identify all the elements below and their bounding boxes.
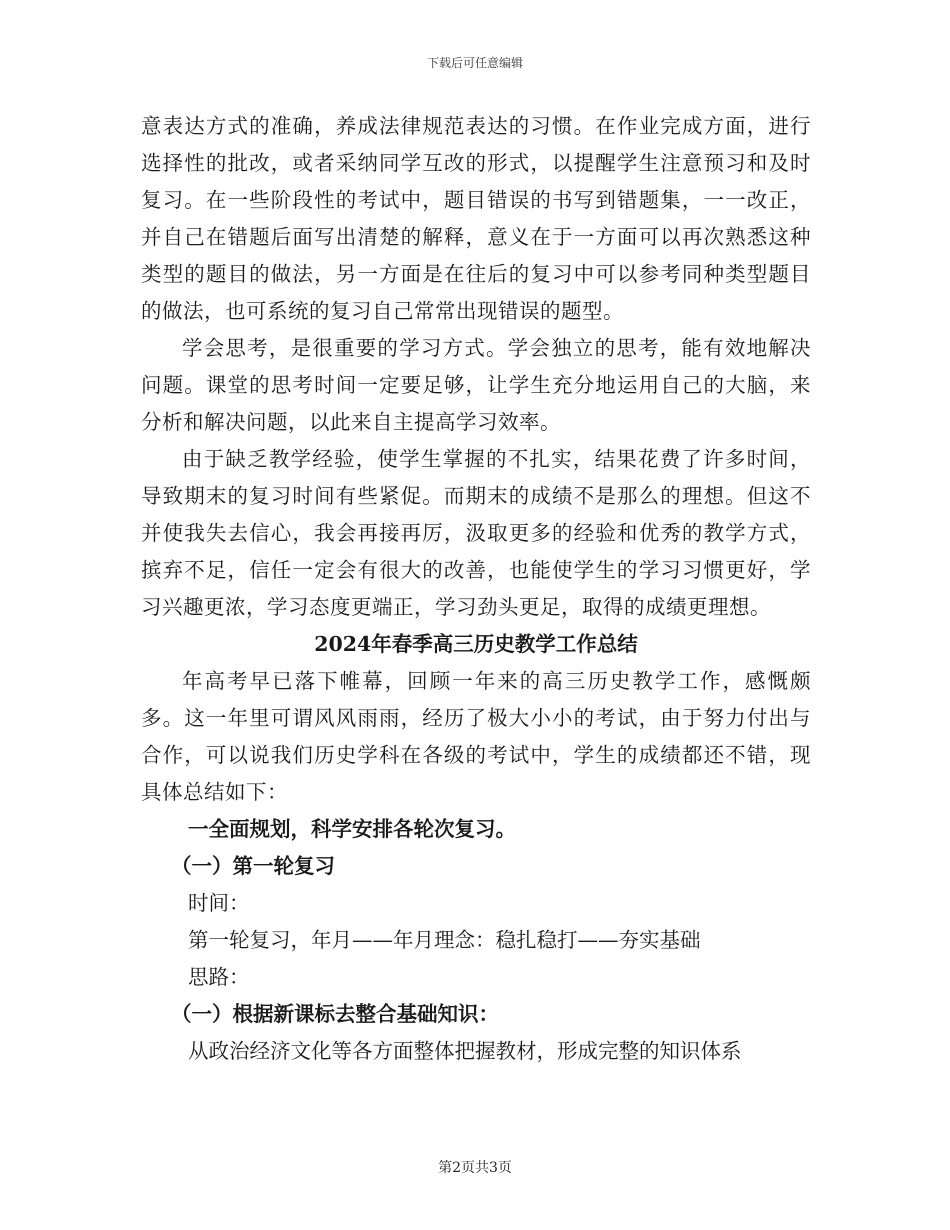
- time-text: 第一轮复习，年月——年月理念：稳扎稳打——夯实基础: [188, 928, 701, 952]
- page-header: 下载后可任意编辑: [426, 56, 523, 70]
- paragraph-last-line: 从政治经济文化等各方面整体把握教材，形成完整的知识体系: [188, 1039, 742, 1063]
- document-title: 2024年春季高三历史教学工作总结: [314, 632, 638, 656]
- paragraph-continuation: 意表达方式的准确，养成法律规范表达的习惯。在作业完成方面，进行选择性的批改，或者采纳同学互改的形式，以提醒学生注意预习和及时复习。在一些阶段性的考试中，题目错误的书写到错题集，一一改正，并自己在错题后面写出清楚的解释，意义在于一方面可以再次熟悉这种类型的题目的做法，另一方面是在往后的复习中可以参考同种类型题目的做法，也可系统的复习自己常常出现错误的题型。: [141, 114, 811, 323]
- paragraph-intro: 年高考早已落下帷幕，回顾一年来的高三历史教学工作，感慨颇多。这一年里可谓风风雨雨，经历了极大小小的考试，由于努力付出与合作，可以说我们历史学科在各级的考试中，学生的成绩都还不错，现具体总结如下：: [141, 669, 811, 804]
- page-footer: 第2页共3页: [438, 1160, 512, 1176]
- time-label: 时间：: [188, 891, 250, 915]
- section-heading-1: 一全面规划，科学安排各轮次复习。: [188, 817, 516, 841]
- subsection-heading-integrate: （一）根据新课标去整合基础知识：: [171, 1002, 499, 1026]
- paragraph-reflection: 由于缺乏教学经验，使学生掌握的不扎实，结果花费了许多时间，导致期末的复习时间有些紧促。而期末的成绩不是那么的理想。但这不并使我失去信心，我会再接再厉，汲取更多的经验和优秀的教学方式，摈弃不足，信任一定会有很大的改善，也能使学生的学习习惯更好，学习兴趣更浓，学习态度更端正，学习劲头更足，取得的成绩更理想。: [141, 447, 811, 619]
- paragraph-thinking: 学会思考，是很重要的学习方式。学会独立的思考，能有效地解决问题。课堂的思考时间一定要足够，让学生充分地运用自己的大脑，来分析和解决问题，以此来自主提高学习效率。: [141, 336, 811, 434]
- subsection-heading-first-round: （一）第一轮复习: [171, 854, 335, 878]
- idea-label: 思路：: [188, 965, 250, 989]
- document-body: [141, 108, 811, 1070]
